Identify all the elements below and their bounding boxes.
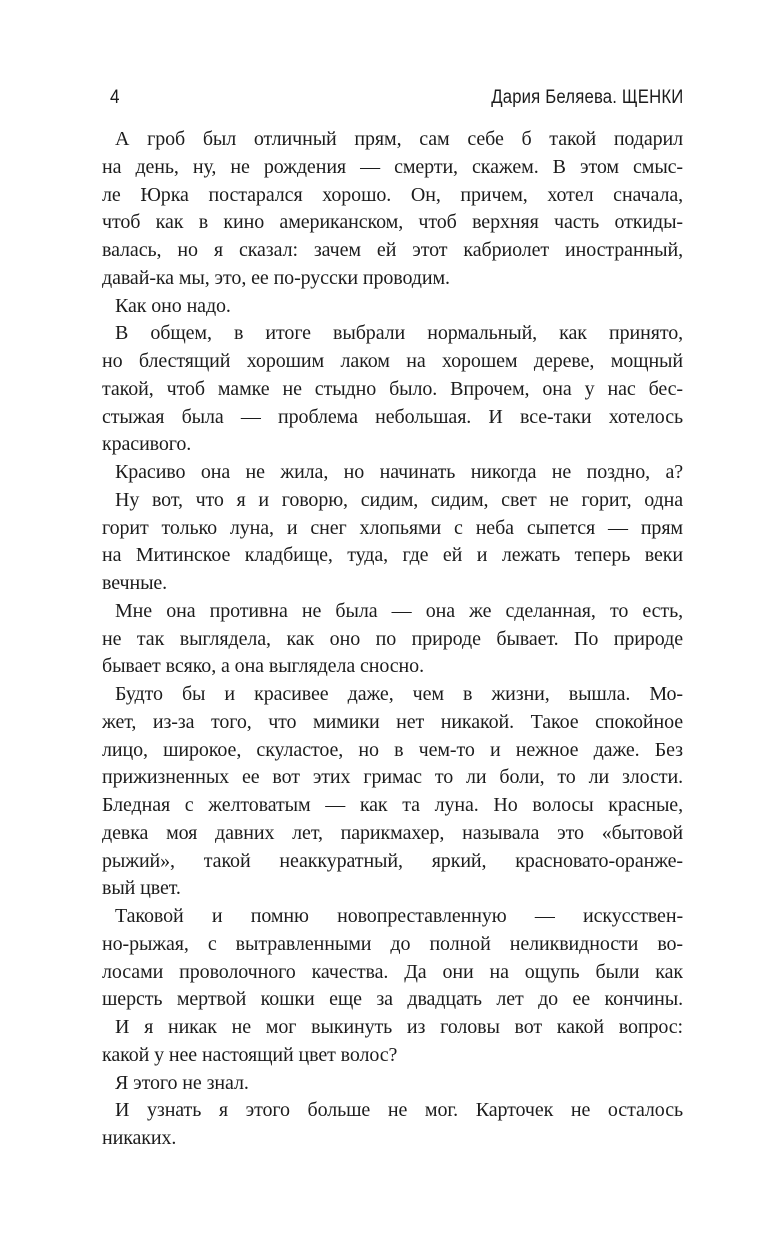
text-line: Ну вот, что я и говорю, сидим, сидим, свет не горит, одна — [115, 488, 683, 511]
text-line: Будто бы и красивее даже, чем в жизни, вышла. Мо- — [115, 683, 683, 705]
paragraph — [102, 1070, 683, 1098]
text-line: А гроб был отличный прям, сам себе б такой подарил — [115, 128, 683, 150]
text-line: жет, из-за того, что мимики нет никакой. Такое спокойное — [102, 710, 683, 733]
text-line: шерсть мертвой кошки еще за двадцать лет до ее кончины. — [102, 988, 683, 1011]
page-number: 4 — [110, 87, 120, 108]
text-line: рыжий», такой неаккуратный, яркий, красновато-оранже- — [102, 849, 683, 872]
text-line: но-рыжая, с вытравленными до полной неликвидности во- — [102, 932, 683, 955]
text-line: но блестящий хорошим лаком на хорошем дереве, мощный — [102, 350, 683, 372]
text-line: стыжая была — проблема небольшая. И все-таки хотелось — [102, 405, 683, 428]
paragraph — [102, 1097, 683, 1153]
text-line: чтоб как в кино американском, чтоб верхняя часть откиды- — [102, 211, 683, 234]
running-title: Дария Беляева. ЩЕНКИ — [490, 87, 683, 108]
text-line: лосами проволочного качества. Да они на ощупь были как — [102, 960, 683, 983]
text-line: лицо, широкое, скуластое, но в чем-то и нежное даже. Без — [102, 738, 683, 761]
text-line: какой у нее настоящий цвет волос? — [102, 1043, 398, 1066]
paragraph — [102, 487, 683, 598]
paragraph — [102, 1014, 683, 1070]
text-line: прижизненных ее вот этих гримас то ли боли, то ли злости. — [102, 766, 683, 789]
text-line: на Митинское кладбище, туда, где ей и лежать теперь веки — [102, 544, 683, 567]
text-line: И я никак не мог выкинуть из головы вот какой вопрос: — [115, 1016, 683, 1038]
text-line: Мне она противна не была — она же сделанная, то есть, — [115, 599, 683, 622]
paragraph — [102, 903, 683, 1014]
text-line: вечные. — [102, 572, 168, 594]
text-line: давай-ка мы, это, ее по-русски проводим. — [102, 266, 450, 289]
paragraph — [102, 293, 683, 321]
paragraph — [102, 598, 683, 681]
text-line: Как оно надо. — [115, 294, 231, 317]
text-line: не так выглядела, как оно по природе бывает. По природе — [102, 627, 683, 650]
text-line: на день, ну, не рождения — смерти, скажем. В этом смыс- — [102, 155, 683, 178]
paragraph — [102, 126, 683, 293]
text-line: горит только луна, и снег хлопьями с неба сыпется — прям — [102, 516, 683, 539]
text-line: Красиво она не жила, но начинать никогда не поздно, а? — [115, 461, 683, 483]
text-line: красивого. — [102, 433, 192, 456]
paragraph — [102, 320, 683, 459]
text-line: валась, но я сказал: зачем ей этот кабриолет иностранный, — [102, 239, 683, 261]
running-header — [102, 87, 683, 109]
text-line: И узнать я этого больше не мог. Карточек не осталось — [115, 1099, 683, 1122]
text-line: такой, чтоб мамке не стыдно было. Впрочем, она у нас бес- — [102, 377, 683, 400]
text-line: вый цвет. — [102, 877, 181, 900]
paragraph — [102, 681, 683, 903]
text-block — [102, 126, 683, 1153]
text-line: ле Юрка постарался хорошо. Он, причем, хотел сначала, — [102, 183, 683, 206]
text-line: В общем, в итоге выбрали нормальный, как принято, — [115, 322, 683, 345]
text-line: бывает всяко, а она выглядела сносно. — [102, 655, 424, 678]
paragraph — [102, 459, 683, 487]
text-line: Бледная с желтоватым — как та луна. Но волосы красные, — [102, 794, 683, 816]
text-line: девка моя давних лет, парикмахер, называла это «бытовой — [102, 821, 683, 844]
text-line: Я этого не знал. — [115, 1071, 249, 1094]
text-line: Таковой и помню новопреставленную — искусствен- — [115, 905, 683, 927]
text-line: никаких. — [102, 1127, 177, 1149]
